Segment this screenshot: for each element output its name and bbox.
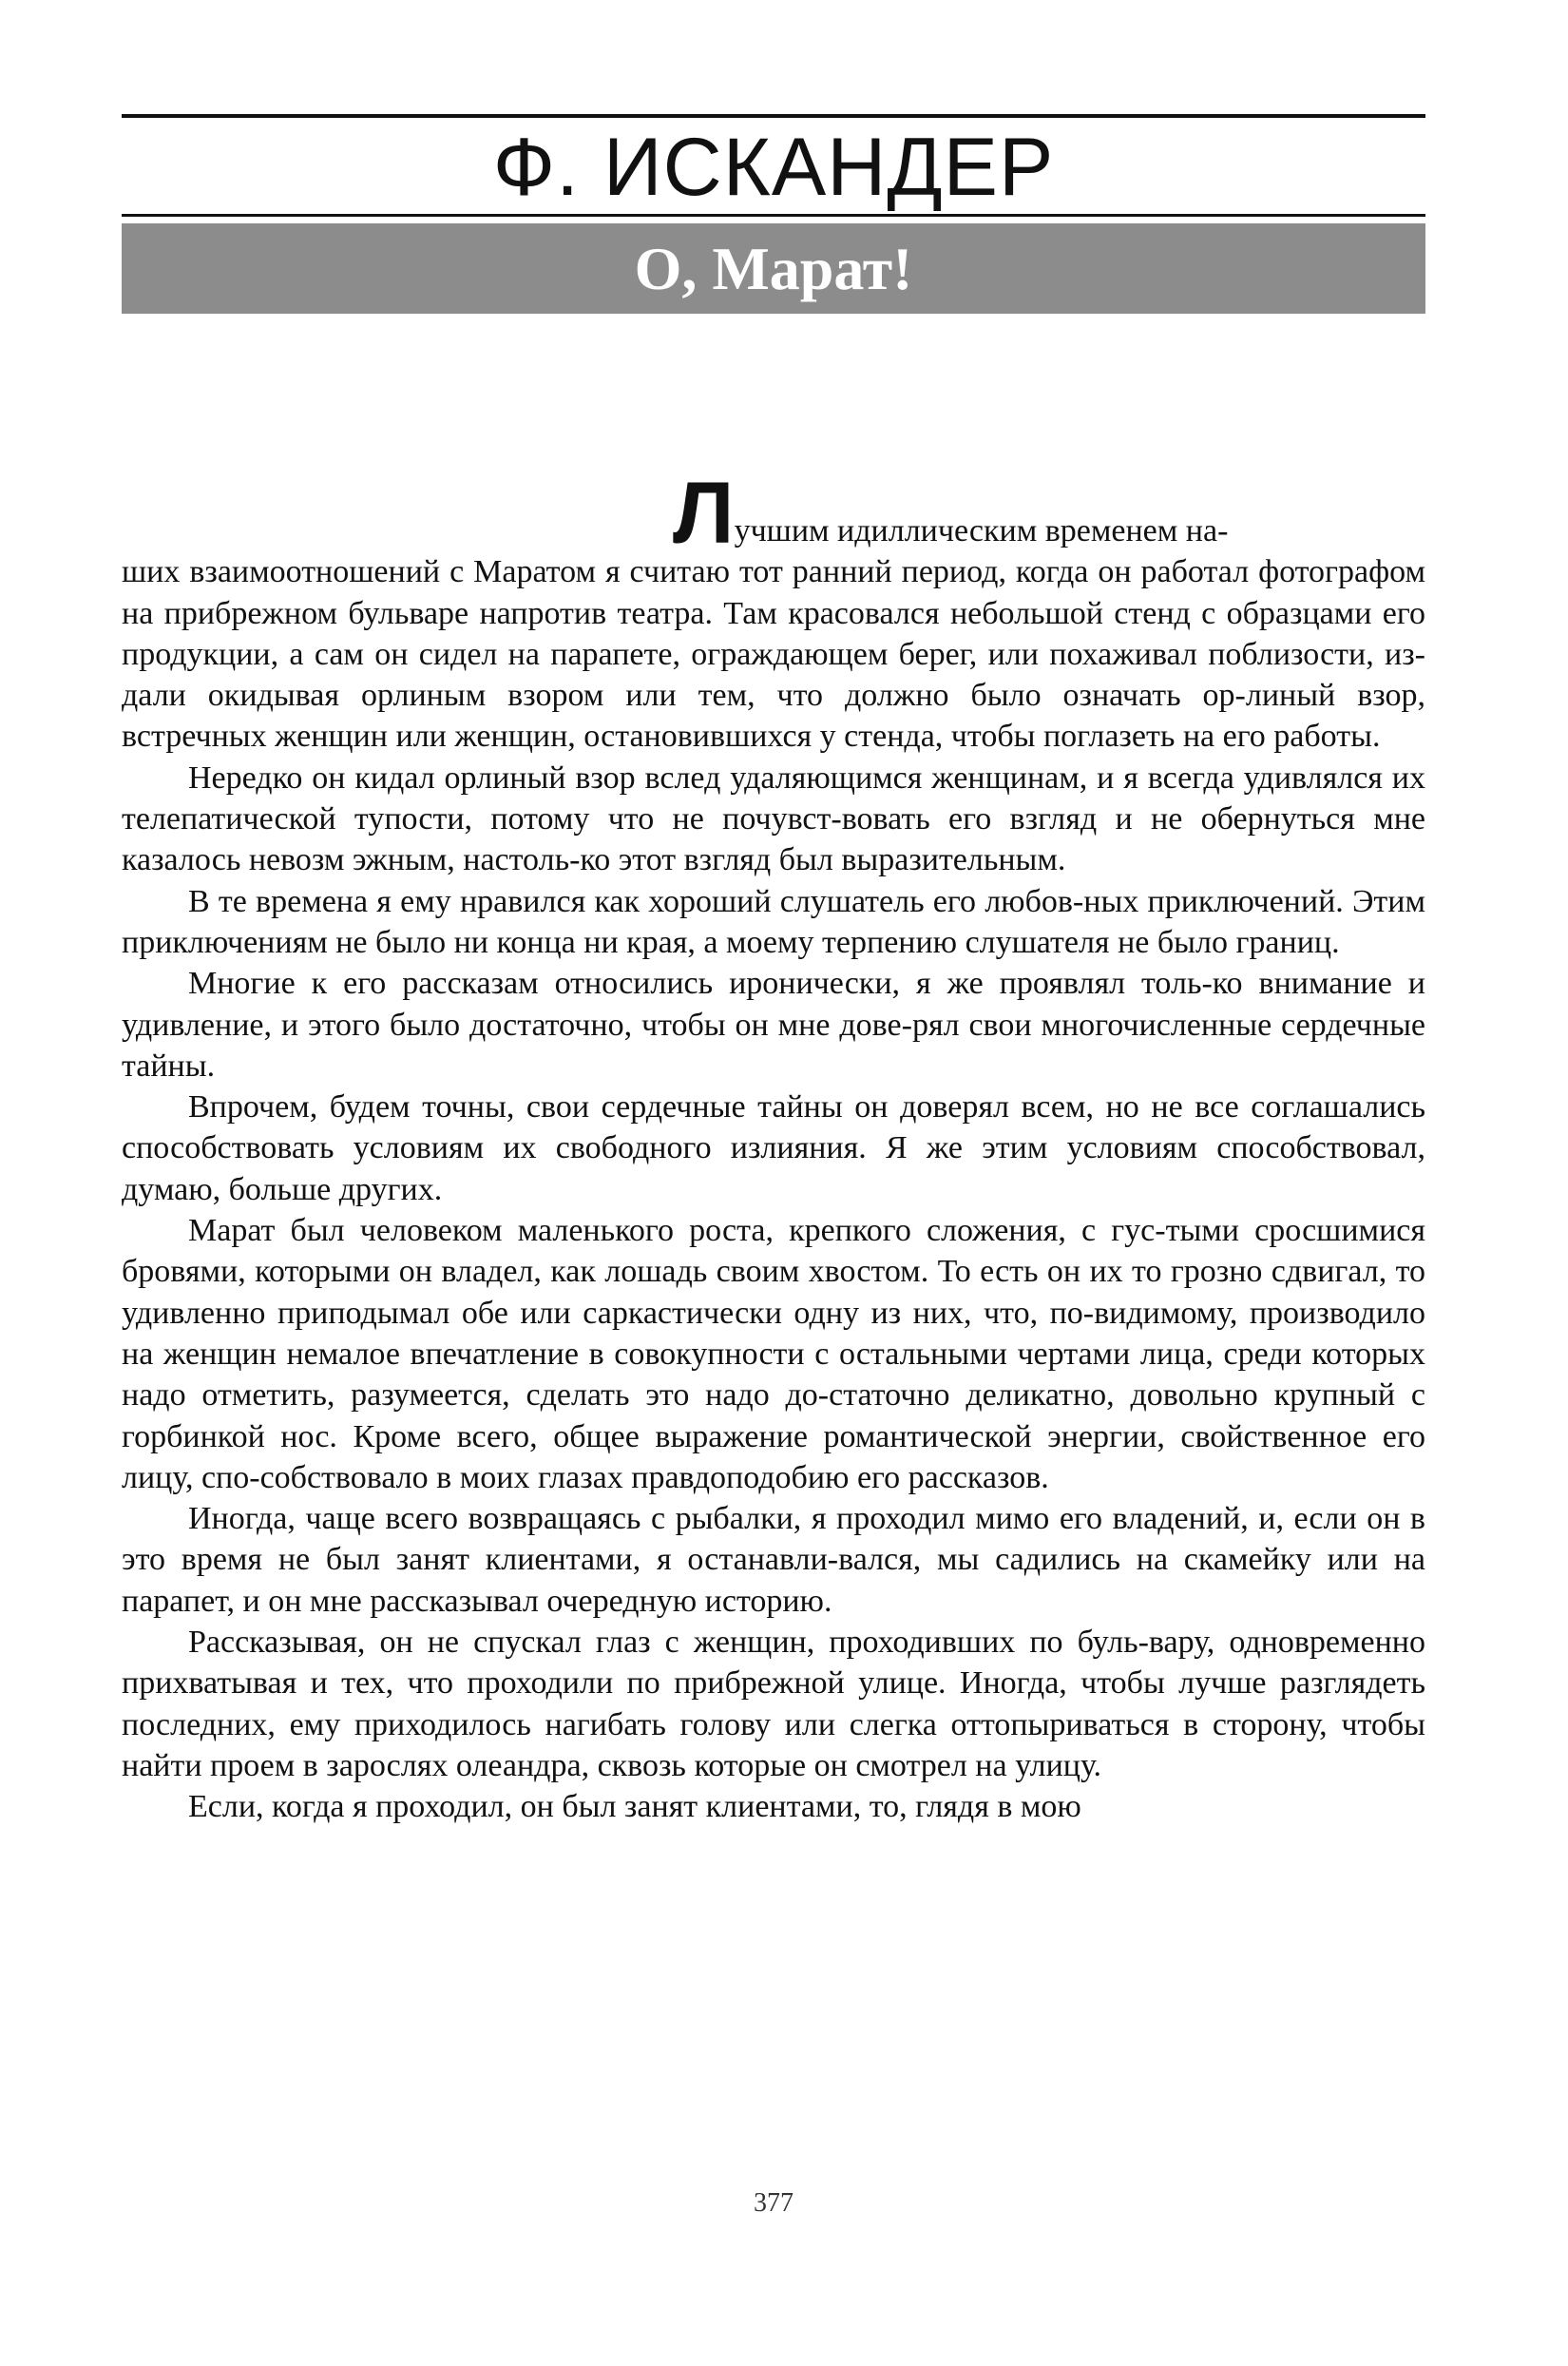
paragraph-3: В те времена я ему нравился как хороший слушатель его любов-ных приключений. Этим приключениям не было ни конца ни края, а моему терпению слушателя не было границ. [122, 883, 1425, 960]
middle-rule [122, 214, 1425, 217]
body-text [122, 465, 1425, 1828]
top-rule [122, 114, 1425, 118]
page-number: 377 [754, 2188, 794, 2218]
paragraph-1-first-line: учшим идиллическим временем на- [734, 513, 1229, 548]
paragraph-1-continuation: ших взаимоотношений с Маратом я считаю тот ранний период, когда он работал фотографом на прибрежном бульваре напротив театра. Там красовался небольшой стенд с образцами его продукции, а сам он сидел на парапете, ограждающем берег, или похаживал поблизости, из-дали окидывая орлиным взором или тем, что должно было означать ор-линый взор, встречных женщин или женщин, остановившихся у стенда, чтобы поглазеть на его работы. [122, 554, 1425, 755]
paragraph-6: Марат был человеком маленького роста, крепкого сложения, с гус-тыми сросшимися бровями, которыми он владел, как лошадь своим хвостом. То есть он их то грозно сдвигал, то удивленно приподымал обе или саркастически одну из них, что, по-видимому, производило на женщин немалое впечатление в совокупности с остальными чертами лица, среди которых надо отметить, разумеется, сделать это надо до-статочно деликатно, довольно крупный с горбинкой нос. Кроме всего, общее выражение романтической энергии, свойственное его лицу, спо-собствовало в моих глазах правдоподобию его рассказов. [122, 1213, 1425, 1495]
paragraph-1-opening [122, 465, 1425, 562]
paragraph-9: Если, когда я проходил, он был занят клиентами, то, глядя в мою [188, 1789, 1081, 1825]
author-name: Ф. ИСКАНДЕР [492, 122, 1055, 213]
paragraph-5: Впрочем, будем точны, свои сердечные тайны он доверял всем, но не все соглашались способствовать условиям их свободного излияния. Я же этим условиям способствовал, думаю, больше других. [122, 1089, 1425, 1207]
paragraph-8: Рассказывая, он не спускал глаз с женщин, проходивших по буль-вару, одновременно прихватывая и тех, что проходили по прибрежной улице. Иногда, чтобы лучше разглядеть последних, ему приходилось нагибать голову или слегка оттопыриваться в сторону, чтобы найти проем в зарослях олеандра, сквозь которые он смотрел на улицу. [122, 1625, 1425, 1783]
paragraph-4: Многие к его рассказам относились иронически, я же проявлял толь-ко внимание и удивление, и этого было достаточно, чтобы он мне дове-рял свои многочисленные сердечные тайны. [122, 966, 1425, 1084]
title-banner [122, 223, 1425, 314]
drop-cap-letter: Л [673, 465, 735, 562]
paragraph-2: Нередко он кидал орлиный взор вслед удаляющимся женщинам, и я всегда удивлялся их телепатической тупости, потому что не почувст-вовать его взгляд и не обернуться мне казалось невозм эжным, настоль-ко этот взгляд был выразительным. [122, 760, 1425, 878]
paragraph-7: Иногда, чаще всего возвращаясь с рыбалки, я проходил мимо его владений, и, если он в это время не был занят клиентами, я останавли-вался, мы садились на скамейку или на парапет, и он мне рассказывал очередную историю. [122, 1501, 1425, 1619]
story-title: О, Марат! [634, 235, 913, 302]
